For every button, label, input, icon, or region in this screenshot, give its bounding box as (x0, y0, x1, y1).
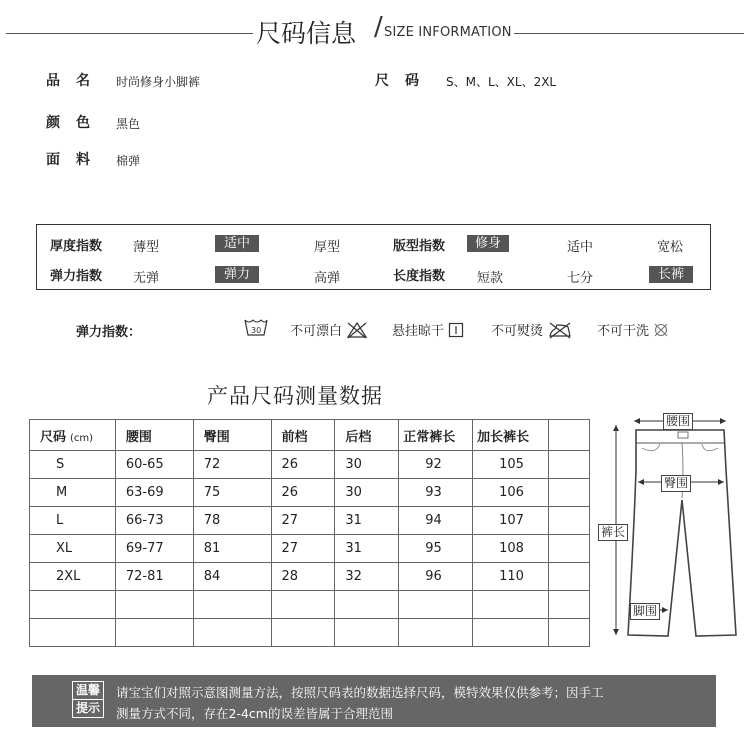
table-cell: 31 (335, 507, 399, 535)
color-value: 黑色 (116, 117, 141, 131)
table-cell: 32 (335, 563, 399, 591)
table-header-waist: 腰围 (115, 420, 193, 451)
table-row (30, 535, 590, 563)
thickness-option-medium-selected: 适中 (215, 235, 259, 252)
color-label: 颜色 (46, 115, 106, 131)
length-option-short: 短款 (477, 271, 504, 286)
table-cell (115, 619, 193, 647)
measure-title: 产品尺码测量数据 (207, 384, 383, 408)
no-iron-icon (547, 321, 573, 339)
table-row (30, 451, 590, 479)
table-cell: 72 (193, 451, 271, 479)
title-slash: / (374, 12, 383, 42)
size-value: S、M、L、XL、2XL (446, 75, 557, 89)
table-cell-empty (549, 535, 590, 563)
table-cell: 105 (473, 451, 549, 479)
table-header-back-rise: 后档 (335, 420, 399, 451)
svg-text:30: 30 (251, 326, 262, 335)
elasticity-option-high: 高弹 (314, 271, 341, 286)
care-no-bleach-text: 不可漂白 (290, 324, 343, 339)
table-cell: 110 (473, 563, 549, 591)
table-cell (473, 591, 549, 619)
table-cell: 75 (193, 479, 271, 507)
table-cell: 30 (335, 479, 399, 507)
care-no-dry-clean-text: 不可干洗 (597, 324, 650, 339)
size-label: 尺码 (375, 73, 435, 89)
table-cell: 93 (399, 479, 473, 507)
table-cell (399, 591, 473, 619)
table-cell-empty (549, 591, 590, 619)
care-label: 弹力指数： (76, 325, 142, 340)
no-dry-clean-icon (653, 322, 669, 338)
table-header-long-length: 加长裤长 (473, 420, 549, 451)
table-cell (115, 591, 193, 619)
table-cell: 95 (399, 535, 473, 563)
table-cell: 94 (399, 507, 473, 535)
table-cell-empty (549, 619, 590, 647)
elasticity-option-stretch-selected: 弹力 (215, 266, 259, 283)
table-cell: 92 (399, 451, 473, 479)
table-cell: 106 (473, 479, 549, 507)
header-rule-left (6, 33, 253, 34)
page-title-en: SIZE INFORMATION (384, 25, 512, 40)
notice-bar (32, 675, 716, 727)
name-value: 时尚修身小脚裤 (116, 75, 201, 89)
length-label: 长度指数 (393, 269, 446, 284)
care-no-dry-clean (597, 320, 669, 339)
wash-30-icon (244, 317, 268, 341)
thickness-option-thin: 薄型 (133, 240, 160, 255)
table-header-hip: 臀围 (193, 420, 271, 451)
care-no-bleach (290, 320, 368, 339)
table-cell: 78 (193, 507, 271, 535)
table-header-normal-length: 正常裤长 (399, 420, 473, 451)
table-cell: 30 (335, 451, 399, 479)
notice-line2: 测量方式不同，存在2-4cm的误差皆属于合理范围 (116, 706, 393, 721)
table-cell (335, 591, 399, 619)
header-rule-right (514, 33, 744, 34)
table-cell: L (30, 507, 116, 535)
elasticity-option-none: 无弹 (133, 271, 160, 286)
table-cell: 2XL (30, 563, 116, 591)
table-cell-empty (549, 563, 590, 591)
table-cell: 84 (193, 563, 271, 591)
table-cell (193, 619, 271, 647)
table-row (30, 591, 590, 619)
notice-tag (72, 681, 104, 718)
table-cell: 108 (473, 535, 549, 563)
table-row (30, 563, 590, 591)
notice-tag-line2: 提示 (75, 701, 100, 715)
page-title: 尺码信息 (256, 19, 357, 48)
size-table (29, 419, 590, 647)
thickness-option-thick: 厚型 (314, 240, 341, 255)
table-cell: XL (30, 535, 116, 563)
name-label: 品名 (46, 73, 106, 89)
fit-option-slim-selected: 修身 (467, 235, 509, 252)
thickness-label: 厚度指数 (50, 239, 103, 254)
table-cell: 69-77 (115, 535, 193, 563)
table-cell (399, 619, 473, 647)
table-cell-empty (549, 507, 590, 535)
table-cell: 81 (193, 535, 271, 563)
elasticity-label: 弹力指数 (50, 269, 103, 284)
table-cell: 96 (399, 563, 473, 591)
care-hang-dry-text: 悬挂晾干 (392, 324, 445, 339)
table-cell-empty (549, 451, 590, 479)
length-option-cropped: 七分 (567, 271, 594, 286)
care-no-iron (491, 320, 573, 339)
spec-index-box (36, 224, 711, 290)
diagram-label-waist: 腰围 (663, 413, 693, 430)
fabric-value: 棉弹 (116, 154, 141, 168)
table-cell (335, 619, 399, 647)
table-cell: 27 (271, 507, 335, 535)
table-row (30, 479, 590, 507)
table-header-front-rise: 前档 (271, 420, 335, 451)
table-cell: 72-81 (115, 563, 193, 591)
table-cell: 28 (271, 563, 335, 591)
table-row (30, 507, 590, 535)
table-cell: S (30, 451, 116, 479)
table-cell (193, 591, 271, 619)
care-no-iron-text: 不可熨烫 (491, 324, 544, 339)
no-bleach-icon (346, 321, 368, 339)
table-header-size: 尺码 (cm) (30, 420, 116, 451)
table-cell (473, 619, 549, 647)
table-header-row (30, 420, 590, 451)
table-cell (271, 619, 335, 647)
care-hang-dry (392, 320, 464, 339)
table-cell: 66-73 (115, 507, 193, 535)
table-cell: 107 (473, 507, 549, 535)
diagram-label-length: 裤长 (598, 524, 628, 541)
diagram-label-hem: 脚围 (630, 603, 660, 620)
fit-option-regular: 适中 (567, 240, 594, 255)
table-row (30, 619, 590, 647)
notice-line1: 请宝宝们对照示意图测量方法，按照尺码表的数据选择尺码，模特效果仅供参考；因手工 (116, 685, 604, 700)
table-cell: 26 (271, 479, 335, 507)
fabric-label: 面料 (46, 152, 106, 168)
table-cell (271, 591, 335, 619)
fit-label: 版型指数 (393, 239, 446, 254)
fit-option-loose: 宽松 (657, 240, 684, 255)
notice-tag-line1: 温馨 (73, 682, 103, 700)
table-cell: M (30, 479, 116, 507)
diagram-label-hip: 臀围 (661, 475, 691, 492)
table-cell: 27 (271, 535, 335, 563)
table-cell: 63-69 (115, 479, 193, 507)
table-cell (30, 619, 116, 647)
table-header-empty (549, 420, 590, 451)
table-cell: 60-65 (115, 451, 193, 479)
length-option-full-selected: 长裤 (649, 266, 693, 283)
table-cell: 31 (335, 535, 399, 563)
hang-dry-icon (448, 322, 464, 338)
table-cell (30, 591, 116, 619)
table-cell: 26 (271, 451, 335, 479)
table-cell-empty (549, 479, 590, 507)
